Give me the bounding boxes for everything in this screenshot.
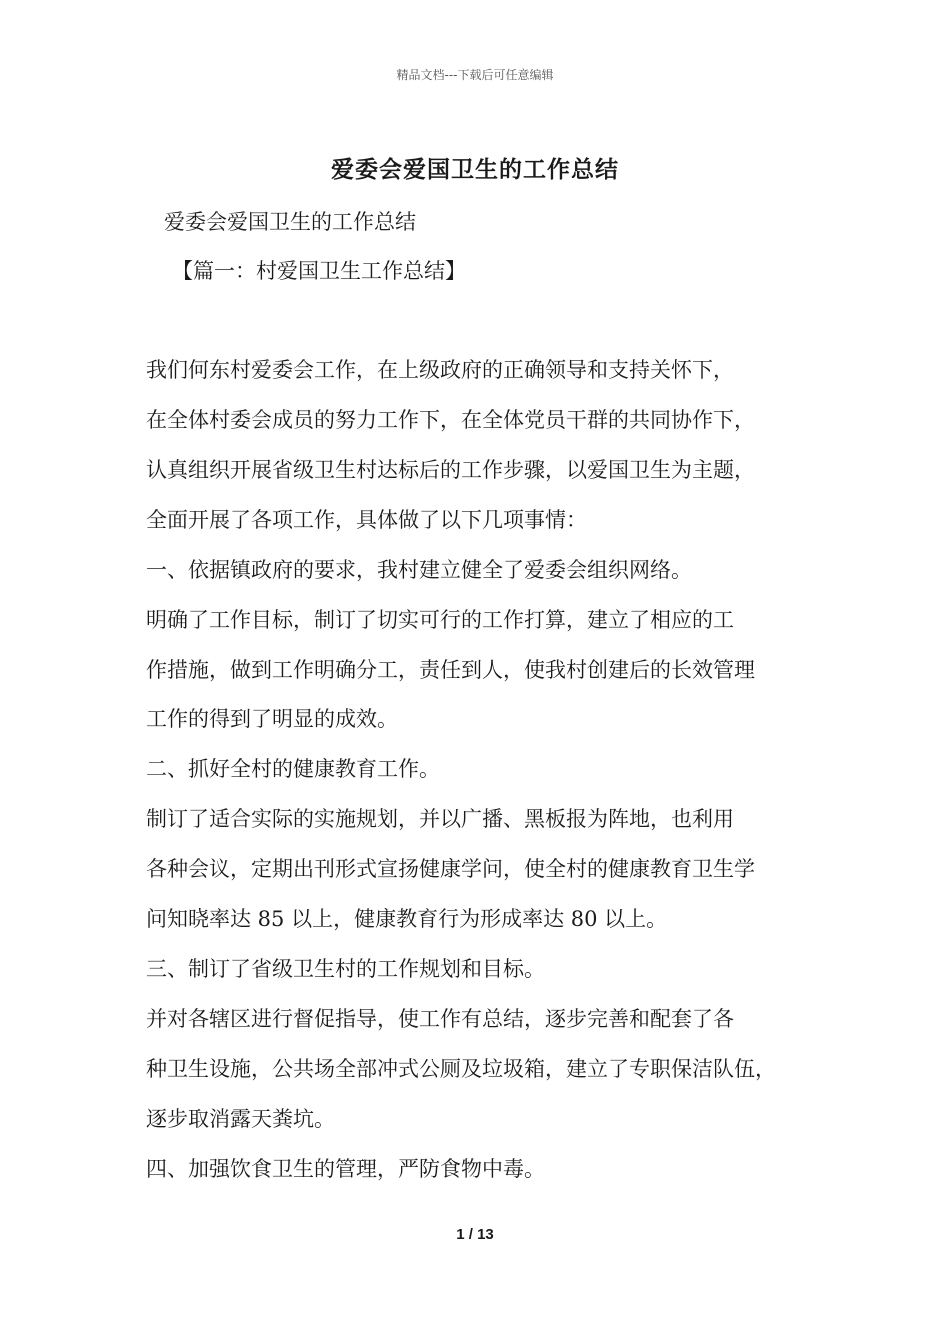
body-line: 四、加强饮食卫生的管理，严防食物中毒。 bbox=[146, 1157, 545, 1181]
section-heading: 【篇一：村爱国卫生工作总结】 bbox=[172, 259, 466, 283]
body-line: 三、制订了省级卫生村的工作规划和目标。 bbox=[146, 957, 545, 981]
body-line: 各种会议，定期出刊形式宣扬健康学问，使全村的健康教育卫生学 bbox=[146, 857, 755, 881]
document-subtitle: 爱委会爱国卫生的工作总结 bbox=[164, 210, 416, 234]
body-line: 作措施，做到工作明确分工，责任到人，使我村创建后的长效管理 bbox=[146, 658, 755, 682]
header-note: 精品文档---下载后可任意编辑 bbox=[396, 68, 554, 82]
body-line: 明确了工作目标，制订了切实可行的工作打算，建立了相应的工 bbox=[146, 608, 734, 632]
body-line: 认真组织开展省级卫生村达标后的工作步骤，以爱国卫生为主题， bbox=[146, 458, 755, 482]
body-line: 我们何东村爱委会工作，在上级政府的正确领导和支持关怀下， bbox=[146, 358, 734, 382]
body-line: 制订了适合实际的实施规划，并以广播、黑板报为阵地，也利用 bbox=[146, 807, 734, 831]
body-line: 一、依据镇政府的要求，我村建立健全了爱委会组织网络。 bbox=[146, 558, 692, 582]
body-line: 逐步取消露天粪坑。 bbox=[146, 1107, 335, 1131]
body-line: 工作的得到了明显的成效。 bbox=[146, 707, 398, 731]
body-line: 并对各辖区进行督促指导，使工作有总结，逐步完善和配套了各 bbox=[146, 1007, 734, 1031]
document-title: 爱委会爱国卫生的工作总结 bbox=[331, 156, 619, 183]
page-indicator: 1 / 13 bbox=[456, 1226, 494, 1243]
body-line: 问知晓率达 85 以上，健康教育行为形成率达 80 以上。 bbox=[146, 907, 668, 931]
body-line: 全面开展了各项工作，具体做了以下几项事情： bbox=[146, 508, 587, 532]
body-line: 在全体村委会成员的努力工作下，在全体党员干群的共同协作下， bbox=[146, 408, 755, 432]
body-line: 种卫生设施，公共场全部冲式公厕及垃圾箱，建立了专职保洁队伍， bbox=[146, 1057, 776, 1081]
body-line: 二、抓好全村的健康教育工作。 bbox=[146, 757, 440, 781]
